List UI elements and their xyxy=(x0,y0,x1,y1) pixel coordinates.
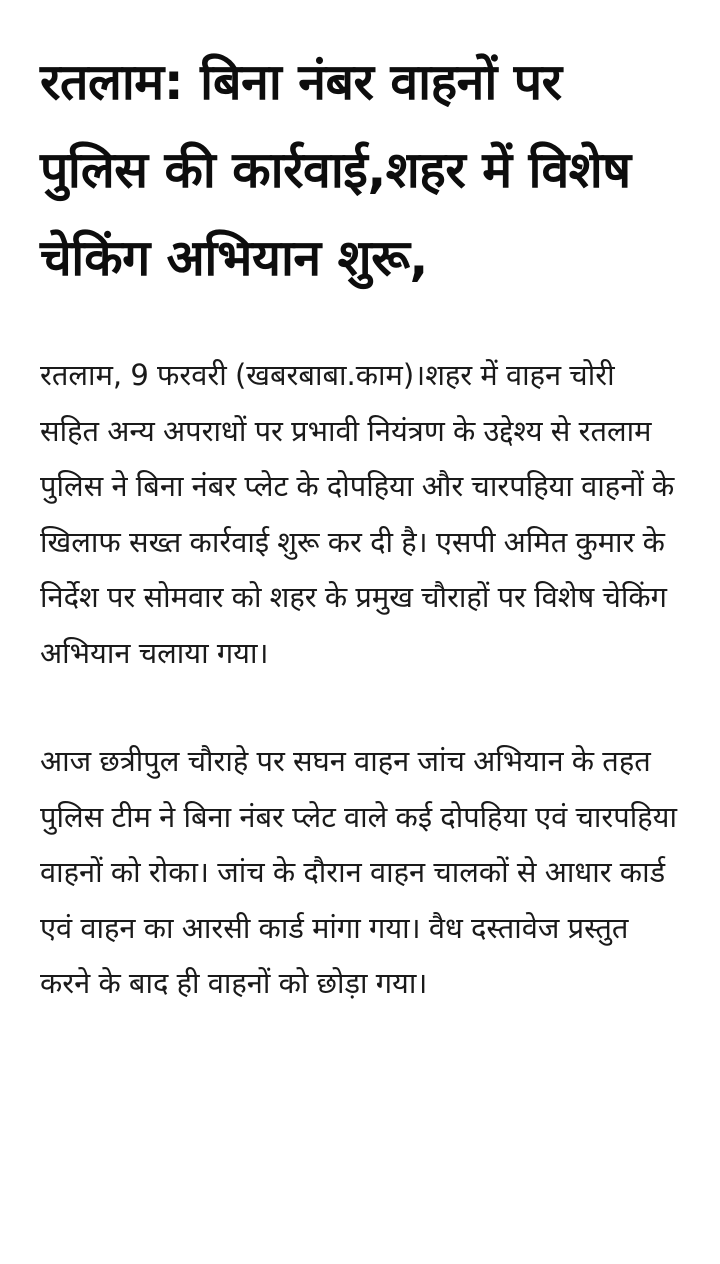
article-paragraph-1: रतलाम, 9 फरवरी (खबरबाबा.काम)।शहर में वाहन चोरी सहित अन्य अपराधों पर प्रभावी नियंत्रण के उद्देश्य से रतलाम पुलिस ने बिना नंबर प्लेट के दोपहिया और चारपहिया वाहनों के खिलाफ सख्त कार्रवाई शुरू कर दी है। एसपी अमित कुमार के निर्देश पर सोमवार को शहर के प्रमुख चौराहों पर विशेष चेकिंग अभियान चलाया गया। xyxy=(40,358,675,670)
article-paragraph-2: आज छत्रीपुल चौराहे पर सघन वाहन जांच अभियान के तहत पुलिस टीम ने बिना नंबर प्लेट वाले कई दोपहिया एवं चारपहिया वाहनों को रोका। जांच के दौरान वाहन चालकों से आधार कार्ड एवं वाहन का आरसी कार्ड मांगा गया। वैध दस्तावेज प्रस्तुत करने के बाद ही वाहनों को छोड़ा गया। xyxy=(40,744,678,1000)
news-article xyxy=(40,38,680,1012)
article-body xyxy=(40,348,680,1012)
article-headline: रतलाम: बिना नंबर वाहनों पर पुलिस की कार्रवाई,शहर में विशेष चेकिंग अभियान शुरू, xyxy=(40,53,631,287)
